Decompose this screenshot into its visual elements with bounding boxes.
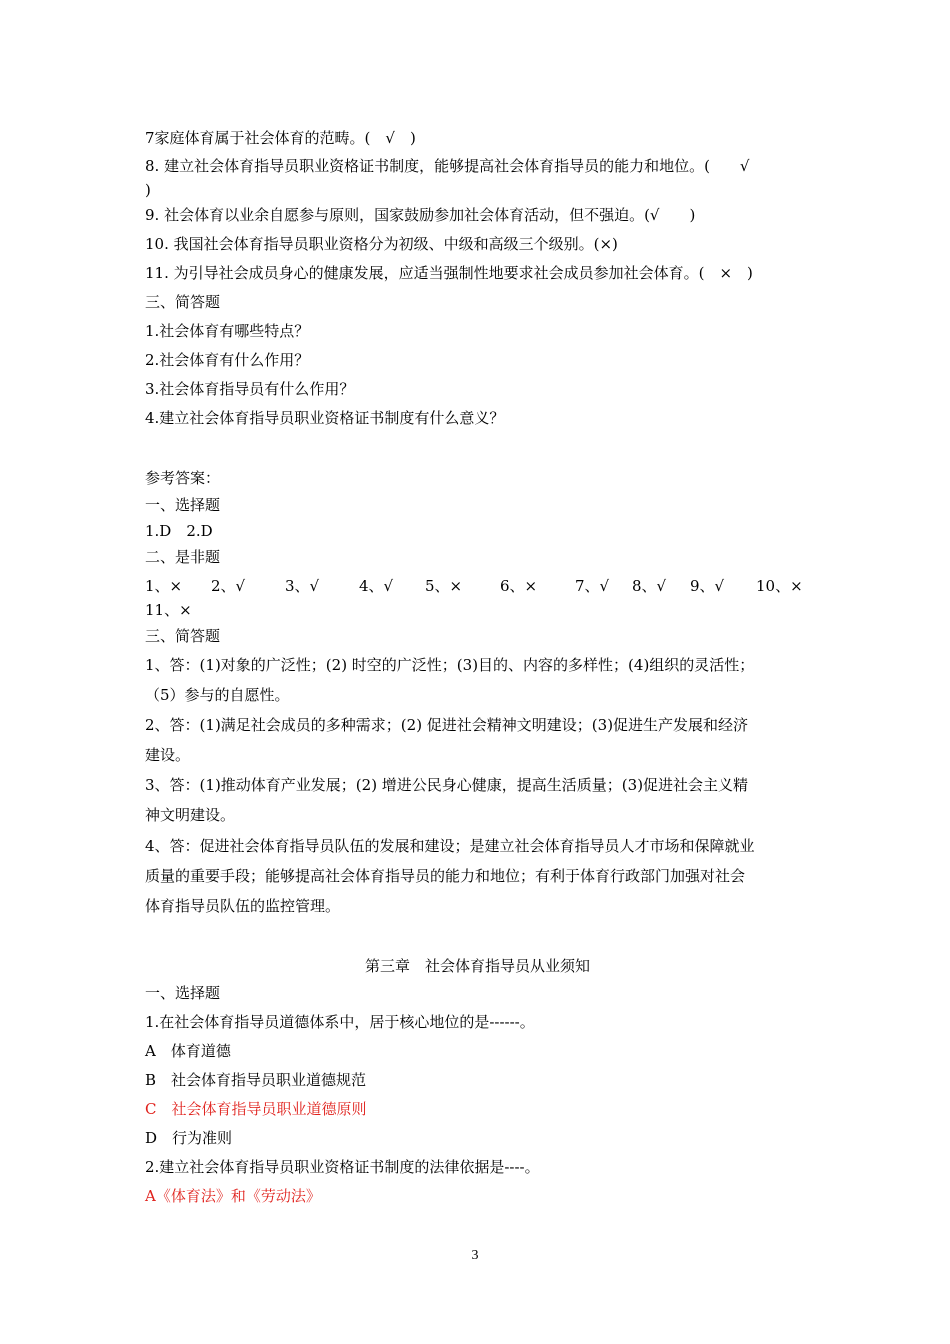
- option-a: A 体育道德: [145, 1042, 231, 1060]
- answer-line: （5）参与的自愿性。: [145, 686, 290, 704]
- answers-title: 参考答案：: [145, 469, 221, 487]
- judge-answer: 3、√: [285, 577, 320, 595]
- ch3-question-1: 1.在社会体育指导员道德体系中，居于核心地位的是------。: [145, 1013, 535, 1031]
- answer-line: 体育指导员队伍的监控管理。: [145, 897, 341, 915]
- judge-item-7: 7家庭体育属于社会体育的范畴。( √ ): [145, 129, 416, 147]
- answer-line: 2、答：(1)满足社会成员的多种需求；(2) 促进社会精神文明建设；(3)促进生产发展和经济: [145, 716, 749, 734]
- option-b: B 社会体育指导员职业道德规范: [145, 1071, 367, 1089]
- answers-choice-heading: 一、选择题: [145, 496, 221, 514]
- judge-answer: 1、×: [145, 577, 183, 595]
- answers-choice: 1.D 2.D: [145, 522, 213, 540]
- judge-answer: 8、√: [632, 577, 667, 595]
- answers-short-heading: 三、简答题: [145, 627, 221, 645]
- option-a-correct: A《体育法》和《劳动法》: [145, 1187, 321, 1205]
- answer-line: 1、答：(1)对象的广泛性；(2) 时空的广泛性；(3)目的、内容的多样性；(4)组织的灵活性；: [145, 656, 755, 674]
- ch3-choice-heading: 一、选择题: [145, 984, 221, 1002]
- option-d: D 行为准则: [145, 1129, 233, 1147]
- short-question-4: 4.建立社会体育指导员职业资格证书制度有什么意义？: [145, 409, 505, 427]
- judge-answer: 9、√: [690, 577, 725, 595]
- answer-line: 4、答：促进社会体育指导员队伍的发展和建设；是建立社会体育指导员人才市场和保障就业: [145, 837, 755, 855]
- judge-item-8: 8. 建立社会体育指导员职业资格证书制度，能够提高社会体育指导员的能力和地位。( √: [145, 157, 750, 175]
- judge-answer: 4、√: [359, 577, 394, 595]
- chapter-title: 第三章 社会体育指导员从业须知: [364, 957, 590, 975]
- answer-line: 质量的重要手段；能够提高社会体育指导员的能力和地位；有利于体育行政部门加强对社会: [145, 867, 746, 885]
- answers-judge-heading: 二、是非题: [145, 548, 221, 566]
- short-question-2: 2.社会体育有什么作用？: [145, 351, 310, 369]
- judge-answer: 11、×: [145, 601, 192, 619]
- short-answer-heading: 三、简答题: [145, 293, 221, 311]
- answer-line: 3、答：(1)推动体育产业发展；(2) 增进公民身心健康，提高生活质量；(3)促进社会主义精: [145, 776, 749, 794]
- judge-answer: 10、×: [756, 577, 803, 595]
- option-c-correct: C 社会体育指导员职业道德原则: [145, 1100, 367, 1118]
- answer-line: 建设。: [145, 746, 191, 764]
- judge-item-10: 10. 我国社会体育指导员职业资格分为初级、中级和高级三个级别。(×): [145, 235, 618, 253]
- judge-answer: 2、√: [211, 577, 246, 595]
- judge-item-11: 11. 为引导社会成员身心的健康发展，应适当强制性地要求社会成员参加社会体育。( × ): [145, 264, 753, 282]
- answer-line: 神文明建设。: [145, 806, 236, 824]
- ch3-question-2: 2.建立社会体育指导员职业资格证书制度的法律依据是----。: [145, 1158, 540, 1176]
- judge-answer: 6、×: [500, 577, 538, 595]
- judge-item-9: 9. 社会体育以业余自愿参与原则，国家鼓励参加社会体育活动，但不强迫。(√ ): [145, 206, 696, 224]
- page-number: 3: [471, 1248, 479, 1263]
- judge-answer: 7、√: [575, 577, 610, 595]
- judge-answer: 5、×: [425, 577, 463, 595]
- short-question-1: 1.社会体育有哪些特点？: [145, 322, 310, 340]
- judge-item-8-continued: ): [145, 181, 151, 199]
- short-question-3: 3.社会体育指导员有什么作用？: [145, 380, 355, 398]
